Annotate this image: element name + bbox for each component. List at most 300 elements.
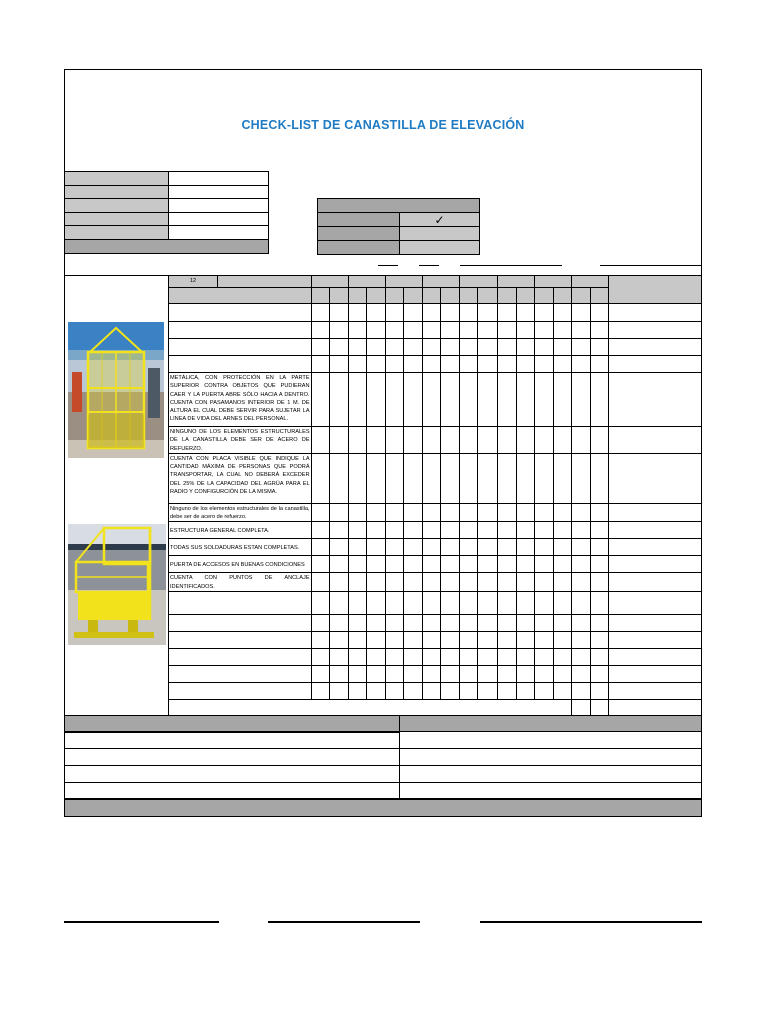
check-cell[interactable] <box>311 666 330 683</box>
check-cell[interactable] <box>441 339 460 356</box>
check-cell[interactable] <box>422 503 441 522</box>
check-cell[interactable] <box>348 632 367 649</box>
observation-cell[interactable] <box>609 304 702 322</box>
check-cell[interactable] <box>553 573 572 592</box>
check-cell[interactable] <box>441 522 460 539</box>
check-cell[interactable] <box>330 304 349 322</box>
check-cell[interactable] <box>478 666 497 683</box>
check-cell[interactable] <box>535 683 554 700</box>
check-cell[interactable] <box>459 649 478 666</box>
check-cell[interactable] <box>497 304 516 322</box>
check-cell[interactable] <box>535 666 554 683</box>
check-cell[interactable] <box>590 304 609 322</box>
info-field[interactable] <box>169 186 269 199</box>
check-cell[interactable] <box>441 649 460 666</box>
check-cell[interactable] <box>478 556 497 573</box>
check-cell[interactable] <box>590 592 609 615</box>
check-cell[interactable] <box>311 503 330 522</box>
check-cell[interactable] <box>535 556 554 573</box>
observation-cell[interactable] <box>609 322 702 339</box>
check-cell[interactable] <box>535 373 554 427</box>
check-cell[interactable] <box>330 356 349 373</box>
observation-cell[interactable] <box>609 556 702 573</box>
check-cell[interactable] <box>367 503 386 522</box>
check-cell[interactable] <box>497 522 516 539</box>
check-cell[interactable] <box>330 322 349 339</box>
check-cell[interactable] <box>459 522 478 539</box>
check-cell[interactable] <box>497 615 516 632</box>
check-cell[interactable] <box>572 453 591 503</box>
info-field[interactable] <box>169 213 269 226</box>
check-cell[interactable] <box>572 649 591 666</box>
check-cell[interactable] <box>478 356 497 373</box>
check-cell[interactable] <box>330 427 349 454</box>
check-cell[interactable] <box>385 339 404 356</box>
check-cell[interactable] <box>441 666 460 683</box>
check-cell[interactable] <box>516 683 535 700</box>
observation-line[interactable] <box>400 732 702 749</box>
observation-line[interactable] <box>400 766 702 783</box>
observation-cell[interactable] <box>609 522 702 539</box>
check-cell[interactable] <box>404 522 423 539</box>
check-cell[interactable] <box>459 373 478 427</box>
check-cell[interactable] <box>590 322 609 339</box>
check-cell[interactable] <box>572 573 591 592</box>
check-cell[interactable] <box>311 683 330 700</box>
check-cell[interactable] <box>535 453 554 503</box>
check-cell[interactable] <box>367 649 386 666</box>
check-cell[interactable] <box>478 592 497 615</box>
check-cell[interactable] <box>478 427 497 454</box>
check-cell[interactable] <box>478 649 497 666</box>
check-cell[interactable] <box>404 556 423 573</box>
check-cell[interactable] <box>572 666 591 683</box>
check-cell[interactable] <box>311 649 330 666</box>
check-cell[interactable] <box>367 666 386 683</box>
check-cell[interactable] <box>367 573 386 592</box>
check-cell[interactable] <box>553 522 572 539</box>
check-cell[interactable] <box>422 522 441 539</box>
check-cell[interactable] <box>404 683 423 700</box>
check-cell[interactable] <box>535 503 554 522</box>
check-cell[interactable] <box>572 683 591 700</box>
check-cell[interactable] <box>404 453 423 503</box>
observation-cell[interactable] <box>609 666 702 683</box>
check-cell[interactable] <box>385 503 404 522</box>
check-cell[interactable] <box>367 539 386 556</box>
check-cell[interactable] <box>385 556 404 573</box>
check-cell[interactable] <box>422 556 441 573</box>
check-cell[interactable] <box>348 339 367 356</box>
check-cell[interactable] <box>422 427 441 454</box>
check-cell[interactable] <box>441 453 460 503</box>
check-cell[interactable] <box>535 539 554 556</box>
check-cell[interactable] <box>330 615 349 632</box>
check-cell[interactable] <box>330 592 349 615</box>
check-cell[interactable] <box>367 592 386 615</box>
check-cell[interactable] <box>311 322 330 339</box>
check-cell[interactable] <box>553 453 572 503</box>
check-cell[interactable] <box>441 632 460 649</box>
observation-cell[interactable] <box>609 649 702 666</box>
check-cell[interactable] <box>367 615 386 632</box>
check-cell[interactable] <box>404 304 423 322</box>
check-cell[interactable] <box>553 615 572 632</box>
check-cell[interactable] <box>535 522 554 539</box>
check-cell[interactable] <box>535 632 554 649</box>
check-cell[interactable] <box>367 427 386 454</box>
check-cell[interactable] <box>404 322 423 339</box>
check-cell[interactable] <box>459 666 478 683</box>
check-cell[interactable] <box>348 356 367 373</box>
check-cell[interactable] <box>367 322 386 339</box>
check-cell[interactable] <box>516 304 535 322</box>
observation-line[interactable] <box>400 783 702 799</box>
observation-line[interactable] <box>65 749 400 766</box>
check-cell[interactable] <box>497 356 516 373</box>
check-cell[interactable] <box>478 453 497 503</box>
check-cell[interactable] <box>572 304 591 322</box>
check-cell[interactable] <box>422 573 441 592</box>
check-cell[interactable] <box>311 539 330 556</box>
check-cell[interactable] <box>590 683 609 700</box>
check-cell[interactable] <box>459 539 478 556</box>
check-cell[interactable] <box>535 427 554 454</box>
observation-cell[interactable] <box>609 373 702 427</box>
observation-cell[interactable] <box>609 453 702 503</box>
check-cell[interactable] <box>497 649 516 666</box>
check-cell[interactable] <box>367 304 386 322</box>
check-cell[interactable] <box>348 573 367 592</box>
check-cell[interactable] <box>497 592 516 615</box>
check-cell[interactable] <box>385 615 404 632</box>
check-cell[interactable] <box>459 556 478 573</box>
check-cell[interactable] <box>348 615 367 632</box>
check-cell[interactable] <box>572 339 591 356</box>
check-cell[interactable] <box>516 539 535 556</box>
check-cell[interactable] <box>385 649 404 666</box>
check-cell[interactable] <box>516 649 535 666</box>
info-field[interactable] <box>169 172 269 186</box>
check-cell[interactable] <box>441 373 460 427</box>
check-cell[interactable] <box>441 322 460 339</box>
check-cell[interactable] <box>385 322 404 339</box>
check-cell[interactable] <box>330 373 349 427</box>
check-cell[interactable] <box>330 522 349 539</box>
check-cell[interactable] <box>572 615 591 632</box>
check-cell[interactable] <box>590 427 609 454</box>
check-cell[interactable] <box>553 683 572 700</box>
check-cell[interactable] <box>404 632 423 649</box>
check-cell[interactable] <box>311 573 330 592</box>
check-cell[interactable] <box>385 373 404 427</box>
check-cell[interactable] <box>441 356 460 373</box>
check-cell[interactable] <box>478 339 497 356</box>
check-cell[interactable] <box>535 339 554 356</box>
check-cell[interactable] <box>516 373 535 427</box>
check-cell[interactable] <box>330 666 349 683</box>
check-cell[interactable] <box>516 592 535 615</box>
check-cell[interactable] <box>459 632 478 649</box>
check-cell[interactable] <box>478 322 497 339</box>
check-cell[interactable] <box>441 539 460 556</box>
check-cell[interactable] <box>516 522 535 539</box>
check-cell[interactable] <box>330 453 349 503</box>
check-cell[interactable] <box>590 503 609 522</box>
check-cell[interactable] <box>459 304 478 322</box>
check-cell[interactable] <box>385 453 404 503</box>
check-cell[interactable] <box>441 503 460 522</box>
check-cell[interactable] <box>404 615 423 632</box>
check-cell[interactable] <box>330 539 349 556</box>
check-cell[interactable] <box>478 503 497 522</box>
check-cell[interactable] <box>590 666 609 683</box>
check-cell[interactable] <box>441 592 460 615</box>
check-cell[interactable] <box>459 683 478 700</box>
check-cell[interactable] <box>311 453 330 503</box>
check-cell[interactable] <box>422 615 441 632</box>
observation-cell[interactable] <box>609 539 702 556</box>
check-cell[interactable] <box>459 356 478 373</box>
check-cell[interactable] <box>572 322 591 339</box>
check-cell[interactable] <box>478 539 497 556</box>
check-cell[interactable] <box>478 615 497 632</box>
check-cell[interactable] <box>404 666 423 683</box>
observation-cell[interactable] <box>609 339 702 356</box>
check-cell[interactable] <box>535 649 554 666</box>
check-cell[interactable] <box>367 339 386 356</box>
check-cell[interactable] <box>553 632 572 649</box>
check-cell[interactable] <box>590 632 609 649</box>
check-cell[interactable] <box>330 503 349 522</box>
check-cell[interactable] <box>404 539 423 556</box>
check-cell[interactable] <box>590 615 609 632</box>
check-cell[interactable] <box>441 427 460 454</box>
check-cell[interactable] <box>348 649 367 666</box>
check-cell[interactable] <box>572 356 591 373</box>
observation-line[interactable] <box>65 783 400 799</box>
check-cell[interactable] <box>311 522 330 539</box>
check-cell[interactable] <box>385 427 404 454</box>
check-cell[interactable] <box>478 522 497 539</box>
check-cell[interactable] <box>572 539 591 556</box>
check-cell[interactable] <box>478 632 497 649</box>
check-cell[interactable] <box>497 503 516 522</box>
info-field[interactable] <box>169 226 269 240</box>
check-cell[interactable] <box>348 522 367 539</box>
check-cell[interactable] <box>497 632 516 649</box>
check-cell[interactable] <box>367 373 386 427</box>
check-cell[interactable] <box>590 649 609 666</box>
check-cell[interactable] <box>348 683 367 700</box>
check-cell[interactable] <box>441 615 460 632</box>
check-cell[interactable] <box>422 304 441 322</box>
check-cell[interactable] <box>311 556 330 573</box>
check-cell[interactable] <box>516 503 535 522</box>
check-cell[interactable] <box>478 573 497 592</box>
check-cell[interactable] <box>348 373 367 427</box>
check-cell[interactable] <box>497 427 516 454</box>
check-cell[interactable] <box>497 339 516 356</box>
check-cell[interactable] <box>459 592 478 615</box>
check-cell[interactable] <box>553 304 572 322</box>
check-cell[interactable] <box>385 666 404 683</box>
check-cell[interactable] <box>535 304 554 322</box>
check-cell[interactable] <box>553 539 572 556</box>
check-cell[interactable] <box>572 592 591 615</box>
check-cell[interactable] <box>516 356 535 373</box>
check-cell[interactable] <box>572 427 591 454</box>
observation-line[interactable] <box>65 732 400 749</box>
check-cell[interactable] <box>590 573 609 592</box>
check-cell[interactable] <box>459 573 478 592</box>
check-cell[interactable] <box>348 427 367 454</box>
observation-cell[interactable] <box>609 503 702 522</box>
check-cell[interactable] <box>385 304 404 322</box>
check-cell[interactable] <box>497 373 516 427</box>
check-cell[interactable] <box>311 373 330 427</box>
check-cell[interactable] <box>330 573 349 592</box>
check-cell[interactable] <box>459 339 478 356</box>
check-cell[interactable] <box>535 615 554 632</box>
check-cell[interactable] <box>516 615 535 632</box>
check-cell[interactable] <box>553 356 572 373</box>
check-cell[interactable] <box>572 373 591 427</box>
check-cell[interactable] <box>348 592 367 615</box>
check-cell[interactable] <box>422 683 441 700</box>
check-cell[interactable] <box>348 556 367 573</box>
check-cell[interactable] <box>535 356 554 373</box>
check-cell[interactable] <box>497 556 516 573</box>
check-cell[interactable] <box>590 522 609 539</box>
check-cell[interactable] <box>311 615 330 632</box>
check-cell[interactable] <box>311 356 330 373</box>
check-cell[interactable] <box>311 339 330 356</box>
check-cell[interactable] <box>404 503 423 522</box>
check-cell[interactable] <box>330 632 349 649</box>
check-cell[interactable] <box>572 522 591 539</box>
check-cell[interactable] <box>348 304 367 322</box>
check-cell[interactable] <box>572 503 591 522</box>
check-cell[interactable] <box>516 427 535 454</box>
check-cell[interactable] <box>516 556 535 573</box>
observation-cell[interactable] <box>609 615 702 632</box>
check-cell[interactable] <box>311 632 330 649</box>
check-cell[interactable] <box>422 632 441 649</box>
check-cell[interactable] <box>311 304 330 322</box>
check-cell[interactable] <box>590 339 609 356</box>
check-cell[interactable] <box>572 556 591 573</box>
check-cell[interactable] <box>441 573 460 592</box>
check-cell[interactable] <box>478 683 497 700</box>
check-cell[interactable] <box>497 453 516 503</box>
check-cell[interactable] <box>422 592 441 615</box>
check-cell[interactable] <box>553 592 572 615</box>
check-cell[interactable] <box>478 304 497 322</box>
check-cell[interactable] <box>404 427 423 454</box>
check-cell[interactable] <box>385 592 404 615</box>
check-cell[interactable] <box>348 666 367 683</box>
check-cell[interactable] <box>367 632 386 649</box>
check-cell[interactable] <box>441 304 460 322</box>
observation-cell[interactable] <box>609 573 702 592</box>
check-cell[interactable] <box>459 427 478 454</box>
check-cell[interactable] <box>348 322 367 339</box>
observation-line[interactable] <box>400 749 702 766</box>
check-cell[interactable] <box>422 373 441 427</box>
check-cell[interactable] <box>459 453 478 503</box>
check-cell[interactable] <box>553 322 572 339</box>
check-cell[interactable] <box>367 522 386 539</box>
check-cell[interactable] <box>404 649 423 666</box>
check-cell[interactable] <box>553 666 572 683</box>
check-cell[interactable] <box>553 339 572 356</box>
check-cell[interactable] <box>516 632 535 649</box>
check-cell[interactable] <box>404 573 423 592</box>
info-field[interactable] <box>169 199 269 213</box>
observation-cell[interactable] <box>609 356 702 373</box>
check-cell[interactable] <box>516 666 535 683</box>
check-cell[interactable] <box>422 539 441 556</box>
check-cell[interactable] <box>422 453 441 503</box>
check-cell[interactable] <box>385 539 404 556</box>
check-cell[interactable] <box>367 556 386 573</box>
check-cell[interactable] <box>348 539 367 556</box>
check-cell[interactable] <box>459 615 478 632</box>
check-cell[interactable] <box>590 539 609 556</box>
check-cell[interactable] <box>459 503 478 522</box>
check-cell[interactable] <box>404 592 423 615</box>
check-cell[interactable] <box>385 573 404 592</box>
check-cell[interactable] <box>553 556 572 573</box>
check-cell[interactable] <box>535 322 554 339</box>
check-cell[interactable] <box>404 339 423 356</box>
check-cell[interactable] <box>330 556 349 573</box>
check-cell[interactable] <box>422 666 441 683</box>
check-cell[interactable] <box>535 573 554 592</box>
check-cell[interactable] <box>311 427 330 454</box>
check-cell[interactable] <box>348 453 367 503</box>
check-cell[interactable] <box>516 322 535 339</box>
check-cell[interactable] <box>553 649 572 666</box>
check-cell[interactable] <box>459 322 478 339</box>
check-cell[interactable] <box>516 339 535 356</box>
check-cell[interactable] <box>348 503 367 522</box>
check-cell[interactable] <box>404 356 423 373</box>
check-cell[interactable] <box>385 522 404 539</box>
check-cell[interactable] <box>590 556 609 573</box>
observation-cell[interactable] <box>609 427 702 454</box>
check-cell[interactable] <box>441 683 460 700</box>
check-cell[interactable] <box>385 356 404 373</box>
observation-cell[interactable] <box>609 683 702 700</box>
check-cell[interactable] <box>497 322 516 339</box>
check-cell[interactable] <box>535 592 554 615</box>
observation-cell[interactable] <box>609 592 702 615</box>
check-cell[interactable] <box>404 373 423 427</box>
check-cell[interactable] <box>422 322 441 339</box>
check-cell[interactable] <box>330 649 349 666</box>
check-cell[interactable] <box>572 632 591 649</box>
check-cell[interactable] <box>478 373 497 427</box>
check-cell[interactable] <box>311 592 330 615</box>
check-cell[interactable] <box>422 649 441 666</box>
check-cell[interactable] <box>516 573 535 592</box>
check-cell[interactable] <box>367 453 386 503</box>
check-cell[interactable] <box>441 556 460 573</box>
check-cell[interactable] <box>516 453 535 503</box>
check-cell[interactable] <box>367 683 386 700</box>
